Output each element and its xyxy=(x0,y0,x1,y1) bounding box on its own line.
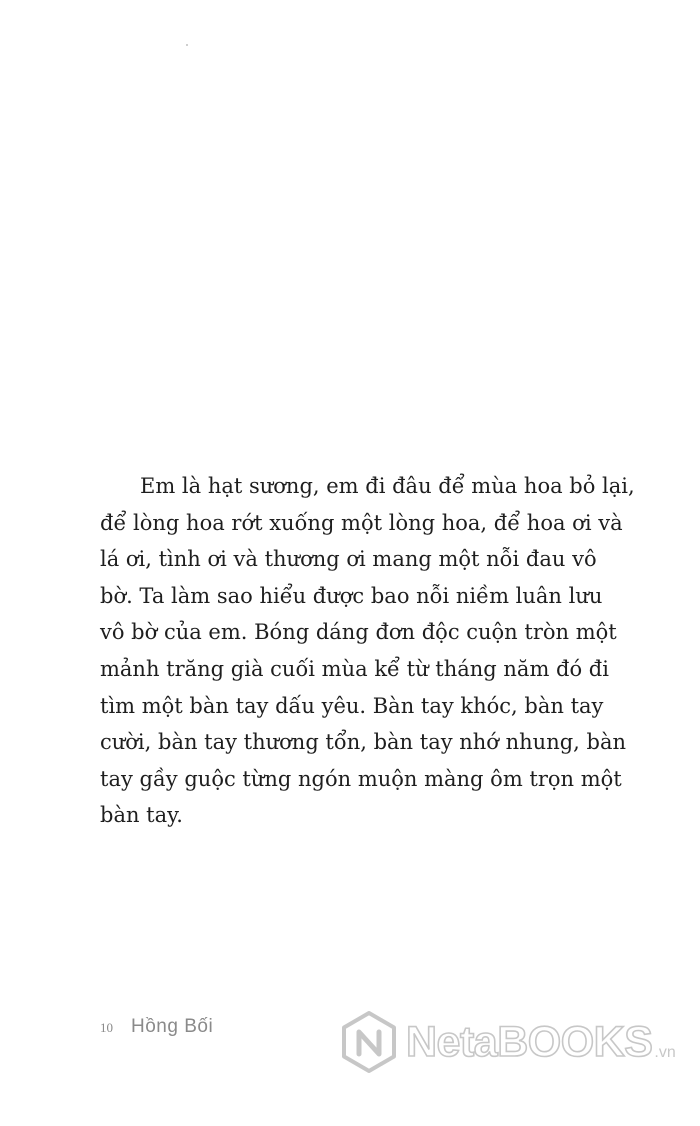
paragraph-line-5: vô bờ của em. Bóng dáng đơn độc cuộn tròn một xyxy=(100,620,617,645)
paragraph-line-8: cười, bàn tay thương tổn, bàn tay nhớ nhung, bàn xyxy=(100,730,627,755)
page-number: 10 xyxy=(100,1020,113,1035)
scan-speck xyxy=(186,44,188,46)
paragraph-line-6: mảnh trăng già cuối mùa kể từ tháng năm đó đi xyxy=(100,656,609,681)
netabooks-logo-icon xyxy=(340,1010,398,1074)
paragraph-line-9: tay gầy guộc từng ngón muộn màng ôm trọn một xyxy=(100,766,622,791)
page-footer xyxy=(100,1016,213,1038)
paragraph-line-1: Em là hạt sương, em đi đâu để mùa hoa bỏ lại, xyxy=(140,474,635,498)
paragraph-line-4: bờ. Ta làm sao hiểu được bao nỗi niềm luân lưu xyxy=(100,583,603,608)
paragraph-line-7: tìm một bàn tay dấu yêu. Bàn tay khóc, bàn tay xyxy=(100,693,604,718)
watermark-brand: NetaBOOKS xyxy=(406,1017,653,1066)
paragraph-line-10: bàn tay. xyxy=(100,803,183,828)
body-paragraph xyxy=(100,468,690,834)
paragraph-line-3: lá ơi, tình ơi và thương ơi mang một nỗi đau vô xyxy=(100,547,597,572)
author-name: Hồng Bối xyxy=(131,1016,214,1037)
watermark xyxy=(340,1010,676,1074)
paragraph-line-2: để lòng hoa rớt xuống một lòng hoa, để hoa ơi và xyxy=(100,510,623,535)
watermark-tld: .vn xyxy=(654,1044,676,1061)
